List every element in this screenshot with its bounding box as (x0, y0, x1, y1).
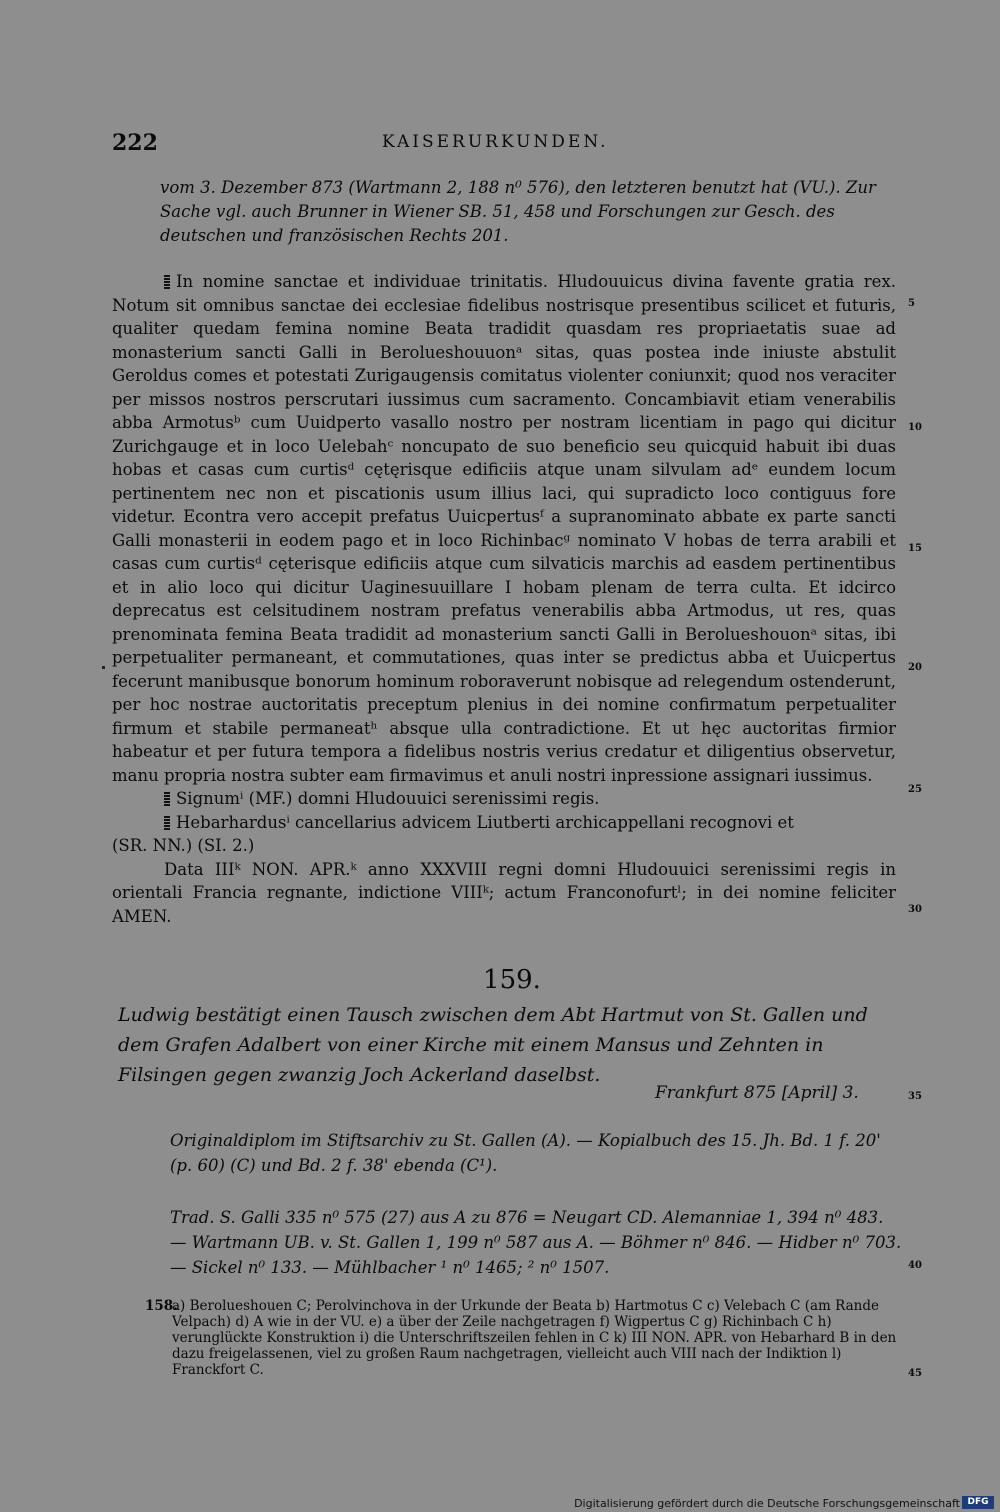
document-date: Frankfurt 875 [April] 3. (655, 1083, 859, 1103)
charter-text (112, 270, 896, 928)
recognition-line (112, 811, 896, 835)
chrismon-mark (164, 816, 170, 830)
page-number: 222 (112, 130, 158, 156)
document-number (0, 965, 1000, 995)
line-number: 25 (908, 784, 922, 795)
footnotes-text: a) Berolueshouen C; Perolvinchova in der Urkunde der Beata b) Hartmotus C c) Velebach C (am Rande Velpach) d) A wie in der VU. e) a über der Zeile nachgetragen f) Wigpertus C g) Richinbach C h) verunglückte Konstruktion i) die Unterschriftszeilen fehlen in C k) III NON. APR. von Hebarhard B in den dazu freigelassenen, viel zu großen Raum nachgetragen, vielleicht auch VIII nach der Indiktion l) Franckfort C. (172, 1298, 897, 1378)
line-number: 45 (908, 1368, 922, 1379)
chrismon-mark (164, 275, 170, 289)
datum-line: Data IIIᵏ NON. APR.ᵏ anno XXXVIII regni domni Hludouuici serenissimi regis in orientali Francia regnante, indictione VIIIᵏ; actum Franconofurtˡ; in dei nomine feliciter AMEN. (112, 859, 896, 926)
signum-text: Signumⁱ (MF.) domni Hludouuici serenissimi regis. (176, 789, 600, 808)
line-number: 10 (908, 422, 922, 433)
line-number: 5 (908, 298, 915, 309)
line-number: 15 (908, 543, 922, 554)
margin-line-numbers (908, 0, 948, 1512)
margin-dot (102, 666, 105, 669)
line-number: 40 (908, 1260, 922, 1271)
dfg-logo-icon: DFG (962, 1496, 994, 1509)
intro-paragraph: vom 3. Dezember 873 (Wartmann 2, 188 n⁰ 576), den letzteren benutzt hat (VU.). Zur Sache vgl. auch Brunner in Wiener SB. 51, 458 und Forschungen zur Gesch. des deutschen und französischen Rechts 201. (160, 178, 876, 245)
charter-body-text: In nomine sanctae et individuae trinitatis. Hludouuicus divina favente gratia rex. Notum sit omnibus sanctae dei ecclesiae fidelibus nostrisque presentibus scilicet et futuris, qualiter quedam femina nomine Beata tradidit quasdam res propriaetatis suae ad monasterium sancti Galli in Berolueshouuonᵃ sitas, quas postea inde iniuste abstulit Geroldus comes et potestati Zurigaugensis comitatus violenter coniunxit; quod nos veraciter per missos nostros perscrutari iussimus cum sacramento. Concambiavit etiam venerabilis abba Armotusᵇ cum Uuidperto vasallo nostro per nostram licentiam in pago qui dicitur Zurichgauge et in loco Uelebahᶜ noncupato de suo beneficio seu quicquid habuit ibi duas hobas et casas cum curtisᵈ cętęrisque edificiis atque unam silvulam adᵉ eundem locum pertinentem nec non et piscationis usum illius laci, qui supradicto loco contiguus fore videtur. Econtra vero accepit prefatus Uuicpertusᶠ a supranominato abbate ex parte sancti Galli monasterii in eodem pago et in loco Richinbacᵍ nominato V hobas de terra arabili et casas cum curtisᵈ cęterisque edificiis atque cum silvaticis marchis ad easdem pertinentibus et in alio loco qui dicitur Uaginesuuillare I hobam plenam de terra culta. Et idcirco deprecatus est celsitudinem nostram prefatus venerabilis abba Artmodus, ut res, quas prenominata femina Beata tradidit ad monasterium sancti Galli in Berolueshouonᵃ sitas, ibi perpetualiter permaneant, et commutationes, quas inter se predictus abba et Uuicpertus fecerunt manibusque bonorum hominum roboraverunt nobisque ad relegendum ostenderunt, per hoc nostrae auctoritatis preceptum plenius in dei nomine confirmatum perpetualiter firmum et stabile permaneatʰ absque ulla contradictione. Et ut hęc auctoritas firmior habeatur et per futura tempora a fidelibus nostris verius credatur et diligentius observetur, manu propria nostra subter eam firmavimus et anuli nostri inpressione assignari iussimus. (112, 272, 896, 785)
references-paragraph: Trad. S. Galli 335 n⁰ 575 (27) aus A zu 876 = Neugart CD. Alemanniae 1, 394 n⁰ 483. — Wartmann UB. v. St. Gallen 1, 199 n⁰ 587 aus A. — Böhmer n⁰ 846. — Hidber n⁰ 703. — Sickel n⁰ 133. — Mühlbacher ¹ n⁰ 1465; ² n⁰ 1507. (170, 1208, 902, 1277)
charter-body (112, 270, 896, 787)
line-number: 35 (908, 1091, 922, 1102)
footnotes (145, 1298, 902, 1378)
running-head: KAISERURKUNDEN. (382, 132, 609, 152)
recognition-seal: (SR. NN.) (SI. 2.) (112, 836, 255, 855)
footnotes-label: 158. (145, 1298, 178, 1314)
footer-credit: Digitalisierung gefördert durch die Deutsche Forschungsgemeinschaft (574, 1497, 960, 1510)
line-number: 20 (908, 662, 922, 673)
signum-line (112, 787, 896, 811)
sources-paragraph: Originaldiplom im Stiftsarchiv zu St. Gallen (A). — Kopialbuch des 15. Jh. Bd. 1 f. 20' (p. 60) (C) und Bd. 2 f. 38' ebenda (C¹). (170, 1131, 881, 1175)
line-number: 30 (908, 904, 922, 915)
chrismon-mark (164, 792, 170, 806)
document-number-text: 159. (483, 965, 541, 995)
page-header (112, 130, 912, 160)
regest: Ludwig bestätigt einen Tausch zwischen dem Abt Hartmut von St. Gallen und dem Grafen Adalbert von einer Kirche mit einem Mansus und Zehnten in Filsingen gegen zwanzig Joch Ackerland daselbst. (118, 1004, 868, 1086)
recognition-text: Hebarhardusⁱ cancellarius advicem Liutberti archicappellani recognovi et (176, 812, 794, 832)
